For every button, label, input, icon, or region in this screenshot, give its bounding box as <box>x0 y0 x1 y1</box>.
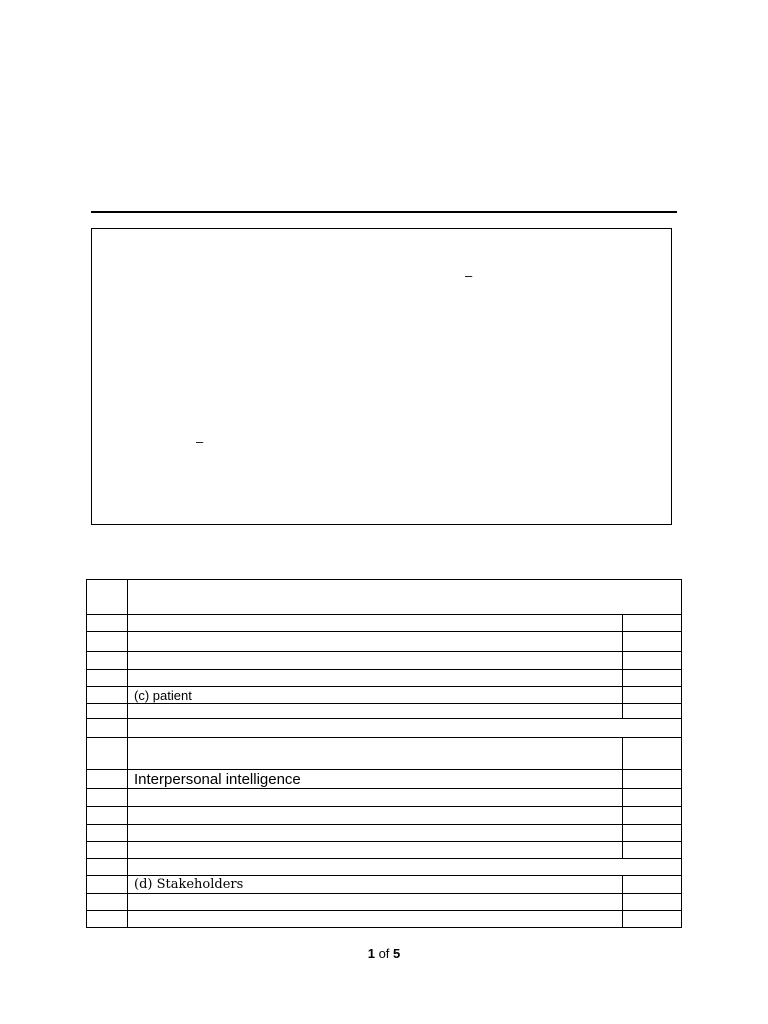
text-cell <box>128 632 623 652</box>
question-cell <box>128 719 682 738</box>
text-cell <box>128 825 623 842</box>
table-row <box>87 842 682 859</box>
table-row <box>87 894 682 911</box>
mark-cell <box>623 704 682 719</box>
table-row <box>87 859 682 876</box>
question-table <box>86 579 682 928</box>
mark-cell <box>623 652 682 670</box>
table-row <box>87 652 682 670</box>
mark-cell <box>623 789 682 807</box>
number-cell <box>87 580 128 615</box>
table-row <box>87 738 682 770</box>
header-rule <box>91 211 677 213</box>
page-number <box>0 946 768 961</box>
number-cell <box>87 825 128 842</box>
number-cell <box>87 687 128 704</box>
number-cell <box>87 738 128 770</box>
table-row <box>87 719 682 738</box>
page-total: 5 <box>393 946 401 961</box>
text-cell: (d) Stakeholders <box>128 876 623 894</box>
mark-cell <box>623 842 682 859</box>
page-separator: of <box>378 946 390 961</box>
number-cell <box>87 652 128 670</box>
mark-cell <box>623 807 682 825</box>
mark-cell <box>623 876 682 894</box>
number-cell <box>87 789 128 807</box>
number-cell <box>87 842 128 859</box>
dash-mark: – <box>196 434 204 449</box>
text-cell <box>128 615 623 632</box>
instructions-box <box>91 228 672 525</box>
table-row <box>87 825 682 842</box>
text-cell <box>128 911 623 928</box>
number-cell <box>87 719 128 738</box>
number-cell <box>87 807 128 825</box>
mark-cell <box>623 738 682 770</box>
table-row <box>87 807 682 825</box>
mark-cell <box>623 615 682 632</box>
text-cell <box>128 842 623 859</box>
mark-cell <box>623 670 682 687</box>
mark-cell <box>623 770 682 789</box>
question-cell <box>128 580 682 615</box>
table-row <box>87 615 682 632</box>
table-row <box>87 876 682 894</box>
text-cell: (c) patient <box>128 687 623 704</box>
mark-cell <box>623 632 682 652</box>
text-cell <box>128 738 623 770</box>
text-cell <box>128 652 623 670</box>
page-current: 1 <box>367 946 375 961</box>
dash-mark: – <box>465 268 473 283</box>
table-row <box>87 789 682 807</box>
number-cell <box>87 770 128 789</box>
number-cell <box>87 615 128 632</box>
text-cell <box>128 894 623 911</box>
table-row <box>87 580 682 615</box>
text-cell: Interpersonal intelligence <box>128 770 623 789</box>
number-cell <box>87 859 128 876</box>
mark-cell <box>623 687 682 704</box>
number-cell <box>87 704 128 719</box>
text-cell <box>128 807 623 825</box>
table-row <box>87 670 682 687</box>
number-cell <box>87 632 128 652</box>
text-cell <box>128 704 623 719</box>
table-row <box>87 911 682 928</box>
mark-cell <box>623 825 682 842</box>
table-row <box>87 770 682 789</box>
table-row <box>87 632 682 652</box>
table-row <box>87 704 682 719</box>
question-cell <box>128 859 682 876</box>
number-cell <box>87 894 128 911</box>
mark-cell <box>623 911 682 928</box>
table-row <box>87 687 682 704</box>
text-cell <box>128 789 623 807</box>
number-cell <box>87 876 128 894</box>
mark-cell <box>623 894 682 911</box>
text-cell <box>128 670 623 687</box>
number-cell <box>87 670 128 687</box>
number-cell <box>87 911 128 928</box>
